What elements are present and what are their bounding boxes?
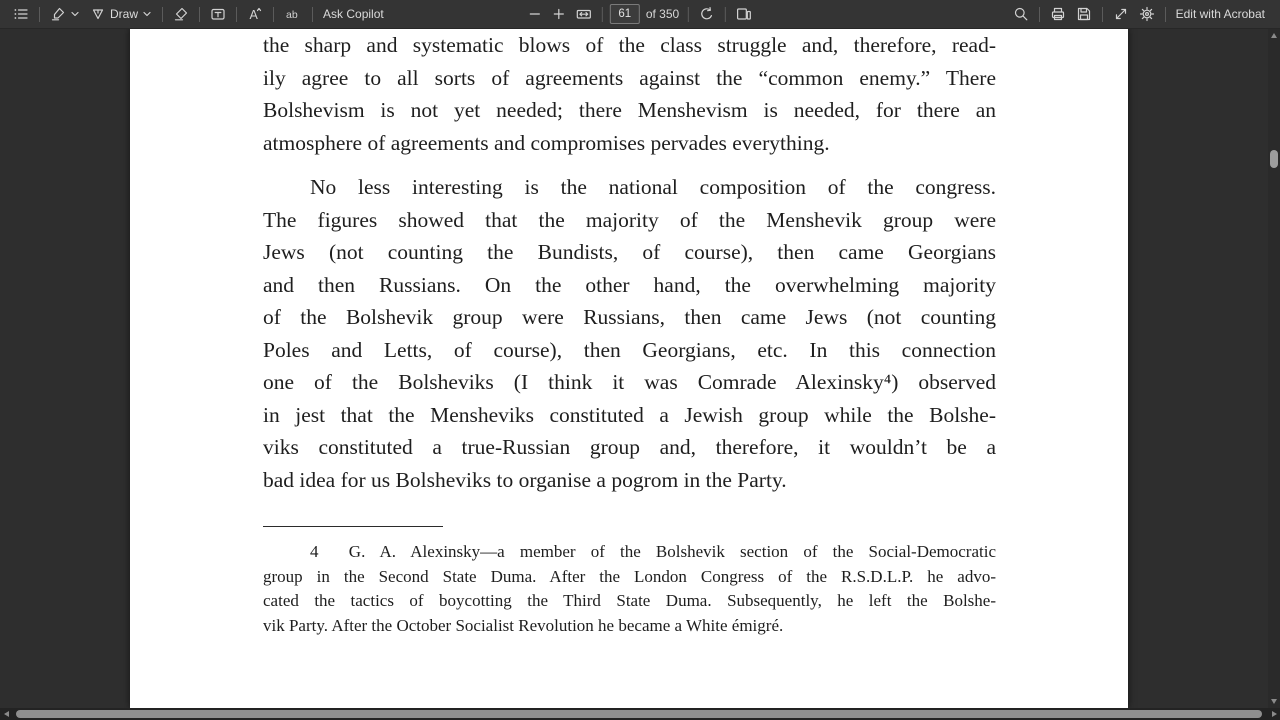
text-line: cated the tactics of boycotting the Third State Duma. Subsequently, he left the Bolshe- [263, 591, 996, 611]
chevron-down-icon [142, 9, 152, 19]
scroll-down-arrow[interactable] [1268, 696, 1280, 706]
font-size-icon [247, 6, 263, 22]
read-aloud-button[interactable] [279, 3, 307, 25]
text-line: of the Bolshevik group were Russians, then came Jews (not counting [263, 305, 996, 329]
text-line: one of the Bolsheviks (I think it was Comrade Alexinsky⁴) observed [263, 370, 996, 394]
toolbar-divider [273, 7, 274, 22]
add-text-button[interactable] [205, 3, 231, 25]
triangle-left-icon [4, 711, 9, 717]
save-button[interactable] [1071, 3, 1097, 25]
toolbar-divider [199, 7, 200, 22]
chevron-down-icon [70, 9, 80, 19]
page-number-input[interactable] [610, 4, 640, 24]
fit-to-width-button[interactable] [571, 3, 597, 25]
toolbar-divider [1102, 7, 1103, 22]
text-line: Poles and Letts, of course), then Georgians, etc. In this connection [263, 337, 996, 362]
page-count-label: of 350 [645, 7, 680, 21]
text-line: Jews (not counting the Bundists, of course), then came Georgians [263, 240, 996, 264]
text-box-icon [210, 6, 226, 22]
toolbar-divider [688, 7, 689, 22]
fullscreen-button[interactable] [1108, 3, 1134, 25]
print-icon [1050, 6, 1066, 22]
triangle-up-icon [1271, 33, 1277, 38]
paragraph [263, 171, 996, 496]
vertical-scroll-thumb[interactable] [1270, 150, 1278, 168]
toolbar-divider [725, 7, 726, 22]
toolbar-right-group [1008, 3, 1280, 25]
toolbar-divider [1165, 7, 1166, 22]
toolbar-divider [602, 7, 603, 22]
text-line: Bolshevism is not yet needed; there Menshevism is needed, for there an [263, 98, 996, 122]
fit-width-icon [576, 6, 592, 22]
print-button[interactable] [1045, 3, 1071, 25]
ask-copilot-label: Ask Copilot [323, 7, 384, 21]
draw-pen-icon [90, 6, 106, 22]
svg-text:A: A [249, 8, 258, 22]
scroll-right-arrow[interactable] [1269, 708, 1279, 720]
rotate-button[interactable] [694, 3, 720, 25]
footnote [263, 540, 996, 639]
text-line: atmosphere of agreements and compromises pervades everything. [263, 130, 830, 155]
toolbar-left-group [0, 3, 389, 25]
erase-button[interactable] [168, 3, 194, 25]
text-line: 4 G. A. Alexinsky—a member of the Bolshevik section of the Social-Democratic [310, 542, 996, 561]
text-line: No less interesting is the national composition of the congress. [310, 175, 996, 199]
font-size-button[interactable] [242, 3, 268, 25]
edit-with-acrobat-button[interactable] [1171, 4, 1270, 24]
edit-with-acrobat-label: Edit with Acrobat [1175, 7, 1265, 21]
toc-icon [13, 6, 29, 22]
gear-icon [1139, 6, 1155, 22]
text-line: vik Party. After the October Socialist Revolution he became a White émigré. [263, 616, 784, 636]
zoom-in-button[interactable] [547, 4, 571, 24]
text-line: and then Russians. On the other hand, the overwhelming majority [263, 272, 996, 297]
toolbar-divider [312, 7, 313, 22]
scroll-left-arrow[interactable] [1, 708, 11, 720]
text-line: The figures showed that the majority of the Menshevik group were [263, 207, 996, 232]
scroll-up-arrow[interactable] [1268, 30, 1280, 40]
rotate-icon [699, 6, 715, 22]
fullscreen-icon [1113, 6, 1129, 22]
search-icon [1013, 6, 1029, 22]
page-view-icon [736, 6, 752, 22]
minus-icon [528, 7, 542, 21]
highlight-button[interactable] [45, 3, 85, 25]
search-button[interactable] [1008, 3, 1034, 25]
table-of-contents-button[interactable] [8, 3, 34, 25]
toolbar-divider [1039, 7, 1040, 22]
text-line: ily agree to all sorts of agreements against the “common enemy.” There [263, 65, 996, 90]
vertical-scrollbar[interactable] [1268, 28, 1280, 708]
pdf-page [130, 28, 1128, 708]
horizontal-scrollbar[interactable] [0, 708, 1280, 720]
plus-icon [552, 7, 566, 21]
footnote-separator [263, 526, 443, 527]
paragraph [263, 29, 996, 159]
text-line: viks constituted a true-Russian group and, therefore, it wouldn’t be a [263, 435, 996, 459]
horizontal-scroll-thumb[interactable] [16, 710, 1262, 718]
draw-label: Draw [110, 7, 139, 21]
text-line: in jest that the Mensheviks constituted a Jewish group while the Bolshe- [263, 402, 996, 427]
draw-button[interactable] [85, 3, 157, 25]
pdf-toolbar [0, 0, 1280, 29]
settings-button[interactable] [1134, 3, 1160, 25]
ask-copilot-button[interactable] [318, 4, 389, 24]
triangle-down-icon [1271, 699, 1277, 704]
toolbar-divider [236, 7, 237, 22]
text-line: the sharp and systematic blows of the class struggle and, therefore, read- [263, 33, 996, 57]
page-text [263, 29, 996, 639]
text-line: group in the Second State Duma. After the London Congress of the R.S.D.L.P. he advo- [263, 566, 996, 586]
toolbar-center-group [523, 3, 757, 25]
triangle-right-icon [1272, 711, 1277, 717]
toolbar-divider [39, 7, 40, 22]
highlighter-icon [50, 6, 66, 22]
svg-text:ab: ab [286, 9, 298, 21]
toolbar-divider [162, 7, 163, 22]
zoom-out-button[interactable] [523, 4, 547, 24]
text-line: bad idea for us Bolsheviks to organise a pogrom in the Party. [263, 467, 787, 492]
page-view-button[interactable] [731, 3, 757, 25]
save-icon [1076, 6, 1092, 22]
read-aloud-icon [284, 6, 302, 22]
eraser-icon [173, 6, 189, 22]
